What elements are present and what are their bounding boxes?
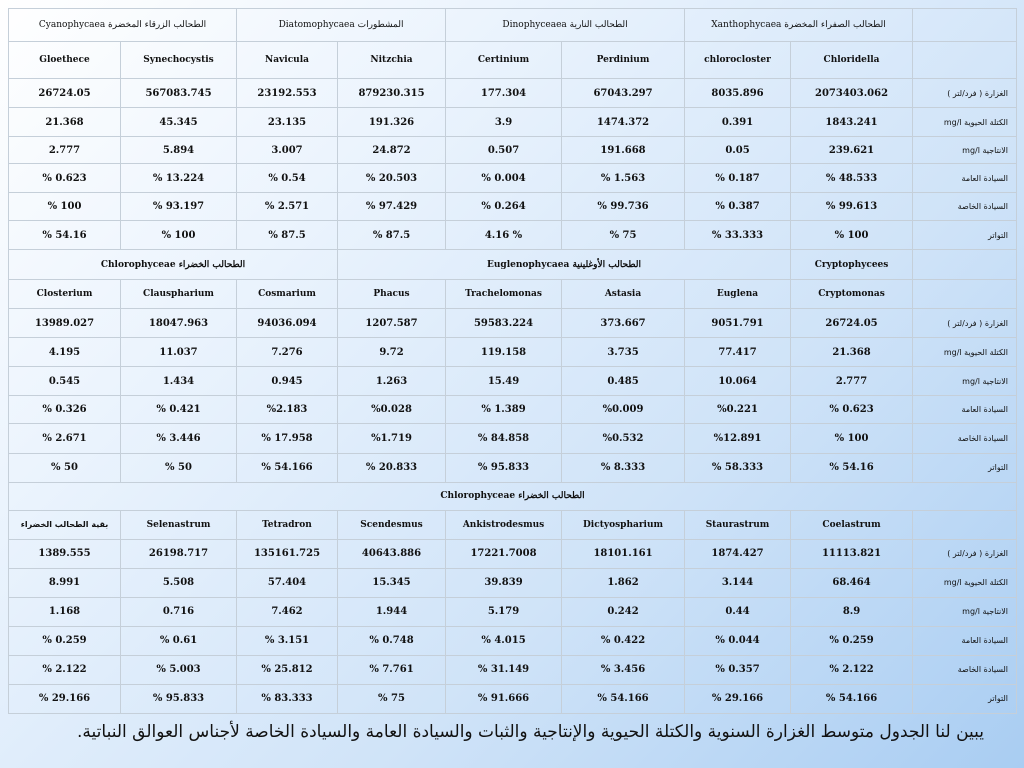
row-label: الانتاجية mg/l — [913, 367, 1017, 396]
table-cell: 5.508 — [121, 568, 237, 597]
table-cell: % 0.357 — [685, 655, 791, 684]
table-cell: % 99.736 — [562, 193, 685, 221]
table-cell: 26724.05 — [9, 79, 121, 108]
species-header: Synechocystis — [121, 42, 237, 79]
table-cell: 11113.821 — [791, 539, 913, 568]
table-cell: % 20.833 — [338, 453, 446, 482]
group-header-diatomophycaea: Diatomophycaea المشطورات — [237, 9, 446, 42]
row-label: السيادة الخاصة — [913, 193, 1017, 221]
table-cell: 13989.027 — [9, 309, 121, 338]
table-cell: 1474.372 — [562, 108, 685, 137]
row-label: السيادة الخاصة — [913, 424, 1017, 453]
table-cell: 2.777 — [791, 367, 913, 396]
species-header: Trachelomonas — [446, 280, 562, 309]
table-cell: 8.9 — [791, 597, 913, 626]
table-cell: % 5.003 — [121, 655, 237, 684]
table-cell: 21.368 — [9, 108, 121, 137]
row-label: السيادة العامة — [913, 626, 1017, 655]
group-header-cyanophycaea: Cyanophycaea الطحالب الزرقاء المخضرة — [9, 9, 237, 42]
table-cell: 1874.427 — [685, 539, 791, 568]
table-cell: % 0.259 — [9, 626, 121, 655]
table-cell: 40643.886 — [338, 539, 446, 568]
table-cell: 7.462 — [237, 597, 338, 626]
species-header: بقية الطحالب الخضراء — [9, 510, 121, 539]
table-cell: 1207.587 — [338, 309, 446, 338]
group-header-cryptophycees: Cryptophycees — [791, 250, 913, 280]
group-header-dinophyceaea: Dinophyceaea الطحالب النارية — [446, 9, 685, 42]
table-cell: 1.168 — [9, 597, 121, 626]
table-caption: يبين لنا الجدول متوسط الغزارة السنوية والكتلة الحيوية والإنتاجية والثبات والسيادة العامة والسيادة الخاصة لأجناس العوالق النباتية. — [77, 722, 984, 742]
table-cell: % 87.5 — [237, 221, 338, 250]
table-cell: 8035.896 — [685, 79, 791, 108]
table-cell: 3.007 — [237, 137, 338, 164]
table-cell: 0.05 — [685, 137, 791, 164]
table-cell: % 99.613 — [791, 193, 913, 221]
table-cell: % 1.563 — [562, 164, 685, 193]
table-cell: 39.839 — [446, 568, 562, 597]
table-cell: %2.183 — [237, 396, 338, 424]
empty-label-cell — [913, 280, 1017, 309]
table-cell: % 50 — [9, 453, 121, 482]
table-cell: %0.028 — [338, 396, 446, 424]
table-cell: % 8.333 — [562, 453, 685, 482]
table-cell: % 31.149 — [446, 655, 562, 684]
table-cell: % 87.5 — [338, 221, 446, 250]
group-header-chlorophyceae: Chlorophyceae الطحالب الخضراء — [9, 250, 338, 280]
table-cell: 23192.553 — [237, 79, 338, 108]
table-cell: % 17.958 — [237, 424, 338, 453]
table-cell: 21.368 — [791, 338, 913, 367]
table-cell: % 0.623 — [791, 396, 913, 424]
table-cell: 9051.791 — [685, 309, 791, 338]
species-header: Cryptomonas — [791, 280, 913, 309]
empty-corner-cell — [913, 250, 1017, 280]
table-cell: 0.545 — [9, 367, 121, 396]
table-cell: % 0.264 — [446, 193, 562, 221]
table-cell: % 83.333 — [237, 684, 338, 713]
table-cell: 26724.05 — [791, 309, 913, 338]
empty-corner-cell — [913, 9, 1017, 42]
table-cell: % 7.761 — [338, 655, 446, 684]
table-cell: %1.719 — [338, 424, 446, 453]
table-cell: % 75 — [338, 684, 446, 713]
table-cell: 18101.161 — [562, 539, 685, 568]
row-label: التواتر — [913, 221, 1017, 250]
table-cell: 26198.717 — [121, 539, 237, 568]
table-cell: 177.304 — [446, 79, 562, 108]
table-cell: 1.434 — [121, 367, 237, 396]
row-label: الكتلة الحيوية mg/l — [913, 338, 1017, 367]
table-cell: 1843.241 — [791, 108, 913, 137]
group-header-chlorophyceae-2: Chlorophyceae الطحالب الخضراء — [9, 482, 1017, 510]
table-cell: % 29.166 — [9, 684, 121, 713]
species-header: Cosmarium — [237, 280, 338, 309]
table-cell: 2073403.062 — [791, 79, 913, 108]
row-label: الكتلة الحيوية mg/l — [913, 108, 1017, 137]
table-cell: 0.391 — [685, 108, 791, 137]
table-cell: %12.891 — [685, 424, 791, 453]
table-cell: % 54.166 — [791, 684, 913, 713]
table-cell: % 0.748 — [338, 626, 446, 655]
table-cell: %0.221 — [685, 396, 791, 424]
table-cell: % 3.456 — [562, 655, 685, 684]
row-label: الغزارة ( فرد/لتر ) — [913, 79, 1017, 108]
table-cell: % 29.166 — [685, 684, 791, 713]
species-header: Coelastrum — [791, 510, 913, 539]
table-cell: % 0.387 — [685, 193, 791, 221]
table-cell: 8.991 — [9, 568, 121, 597]
table-cell: 9.72 — [338, 338, 446, 367]
table-cell: 0.507 — [446, 137, 562, 164]
table-cell: % 0.326 — [9, 396, 121, 424]
table-cell: % 0.044 — [685, 626, 791, 655]
table-cell: 3.735 — [562, 338, 685, 367]
table-cell: 0.44 — [685, 597, 791, 626]
row-label: السيادة الخاصة — [913, 655, 1017, 684]
row-label: السيادة العامة — [913, 396, 1017, 424]
table-cell: 7.276 — [237, 338, 338, 367]
species-header: Scendesmus — [338, 510, 446, 539]
table-cell: 94036.094 — [237, 309, 338, 338]
row-label: الغزارة ( فرد/لتر ) — [913, 539, 1017, 568]
table-cell: % 54.16 — [9, 221, 121, 250]
table-cell: 1.263 — [338, 367, 446, 396]
table-cell: % 100 — [9, 193, 121, 221]
table-cell: % 58.333 — [685, 453, 791, 482]
row-label: الانتاجية mg/l — [913, 137, 1017, 164]
row-label: الكتلة الحيوية mg/l — [913, 568, 1017, 597]
species-header: Staurastrum — [685, 510, 791, 539]
table-cell: % 3.446 — [121, 424, 237, 453]
table-cell: 239.621 — [791, 137, 913, 164]
table-cell: % 54.166 — [237, 453, 338, 482]
table-cell: % 100 — [121, 221, 237, 250]
table-cell: % 54.166 — [562, 684, 685, 713]
table-cell: 57.404 — [237, 568, 338, 597]
species-header: Selenastrum — [121, 510, 237, 539]
table-cell: 5.894 — [121, 137, 237, 164]
species-header: Ankistrodesmus — [446, 510, 562, 539]
row-label: التواتر — [913, 684, 1017, 713]
table-cell: 24.872 — [338, 137, 446, 164]
table-cell: % 0.54 — [237, 164, 338, 193]
table-cell: 68.464 — [791, 568, 913, 597]
table-cell: % 1.389 — [446, 396, 562, 424]
table-cell: 1.944 — [338, 597, 446, 626]
table-cell: % 0.421 — [121, 396, 237, 424]
table-cell: % 0.61 — [121, 626, 237, 655]
species-header: Chloridella — [791, 42, 913, 79]
table-cell: % 95.833 — [121, 684, 237, 713]
species-header: Clauspharium — [121, 280, 237, 309]
table-cell: 0.242 — [562, 597, 685, 626]
species-header: Euglena — [685, 280, 791, 309]
species-header: Phacus — [338, 280, 446, 309]
table-cell: % 20.503 — [338, 164, 446, 193]
table-cell: 5.179 — [446, 597, 562, 626]
table-cell: %0.009 — [562, 396, 685, 424]
table-cell: % 48.533 — [791, 164, 913, 193]
table-cell: % 2.571 — [237, 193, 338, 221]
table-cell: 1.862 — [562, 568, 685, 597]
table-cell: 45.345 — [121, 108, 237, 137]
table-cell: % 91.666 — [446, 684, 562, 713]
table-cell: 2.777 — [9, 137, 121, 164]
table-cell: 4.16 % — [446, 221, 562, 250]
table-cell: 18047.963 — [121, 309, 237, 338]
table-cell: 17221.7008 — [446, 539, 562, 568]
table-cell: 59583.224 — [446, 309, 562, 338]
empty-label-cell — [913, 510, 1017, 539]
species-header: Astasia — [562, 280, 685, 309]
row-label: الغزارة ( فرد/لتر ) — [913, 309, 1017, 338]
table-cell: 23.135 — [237, 108, 338, 137]
table-cell: 1389.555 — [9, 539, 121, 568]
table-cell: % 97.429 — [338, 193, 446, 221]
row-label: السيادة العامة — [913, 164, 1017, 193]
species-header: chlorocloster — [685, 42, 791, 79]
table-cell: % 100 — [791, 424, 913, 453]
table-cell: 191.668 — [562, 137, 685, 164]
table-cell: 3.9 — [446, 108, 562, 137]
table-cell: 0.716 — [121, 597, 237, 626]
table-cell: % 54.16 — [791, 453, 913, 482]
table-cell: % 3.151 — [237, 626, 338, 655]
table-cell: % 25.812 — [237, 655, 338, 684]
table-cell: 11.037 — [121, 338, 237, 367]
table-cell: % 33.333 — [685, 221, 791, 250]
table-cell: % 0.422 — [562, 626, 685, 655]
table-cell: 119.158 — [446, 338, 562, 367]
table-cell: % 13.224 — [121, 164, 237, 193]
table-cell: 10.064 — [685, 367, 791, 396]
phytoplankton-table — [8, 8, 1017, 714]
table-cell: % 2.122 — [791, 655, 913, 684]
group-header-xanthophycaea: Xanthophycaea الطحالب الصفراء المخضرة — [685, 9, 913, 42]
table-cell: 135161.725 — [237, 539, 338, 568]
table-cell: % 0.187 — [685, 164, 791, 193]
table-cell: 567083.745 — [121, 79, 237, 108]
table-cell: 4.195 — [9, 338, 121, 367]
table-cell: % 50 — [121, 453, 237, 482]
group-header-euglenophycaea: Euglenophycaea الطحالب الأوغلينية — [338, 250, 791, 280]
empty-label-cell — [913, 42, 1017, 79]
row-label: التواتر — [913, 453, 1017, 482]
table-cell: % 0.623 — [9, 164, 121, 193]
table-cell: 0.945 — [237, 367, 338, 396]
table-cell: % 4.015 — [446, 626, 562, 655]
table-cell: % 2.671 — [9, 424, 121, 453]
species-header: Tetradron — [237, 510, 338, 539]
table-cell: %0.532 — [562, 424, 685, 453]
table-cell: % 0.259 — [791, 626, 913, 655]
species-header: Perdinium — [562, 42, 685, 79]
species-header: Nitzchia — [338, 42, 446, 79]
species-header: Closterium — [9, 280, 121, 309]
table-cell: 67043.297 — [562, 79, 685, 108]
table-cell: % 0.004 — [446, 164, 562, 193]
table-cell: % 93.197 — [121, 193, 237, 221]
table-cell: 373.667 — [562, 309, 685, 338]
table-cell: % 2.122 — [9, 655, 121, 684]
table-cell: 0.485 — [562, 367, 685, 396]
table-cell: % 84.858 — [446, 424, 562, 453]
species-header: Navicula — [237, 42, 338, 79]
table-cell: 15.49 — [446, 367, 562, 396]
table-cell: 77.417 — [685, 338, 791, 367]
row-label: الانتاجية mg/l — [913, 597, 1017, 626]
table-cell: % 95.833 — [446, 453, 562, 482]
table-cell: 3.144 — [685, 568, 791, 597]
table-cell: 879230.315 — [338, 79, 446, 108]
table-cell: % 100 — [791, 221, 913, 250]
species-header: Certinium — [446, 42, 562, 79]
table-cell: 191.326 — [338, 108, 446, 137]
species-header: Gloethece — [9, 42, 121, 79]
table-cell: 15.345 — [338, 568, 446, 597]
table-cell: % 75 — [562, 221, 685, 250]
species-header: Dictyospharium — [562, 510, 685, 539]
